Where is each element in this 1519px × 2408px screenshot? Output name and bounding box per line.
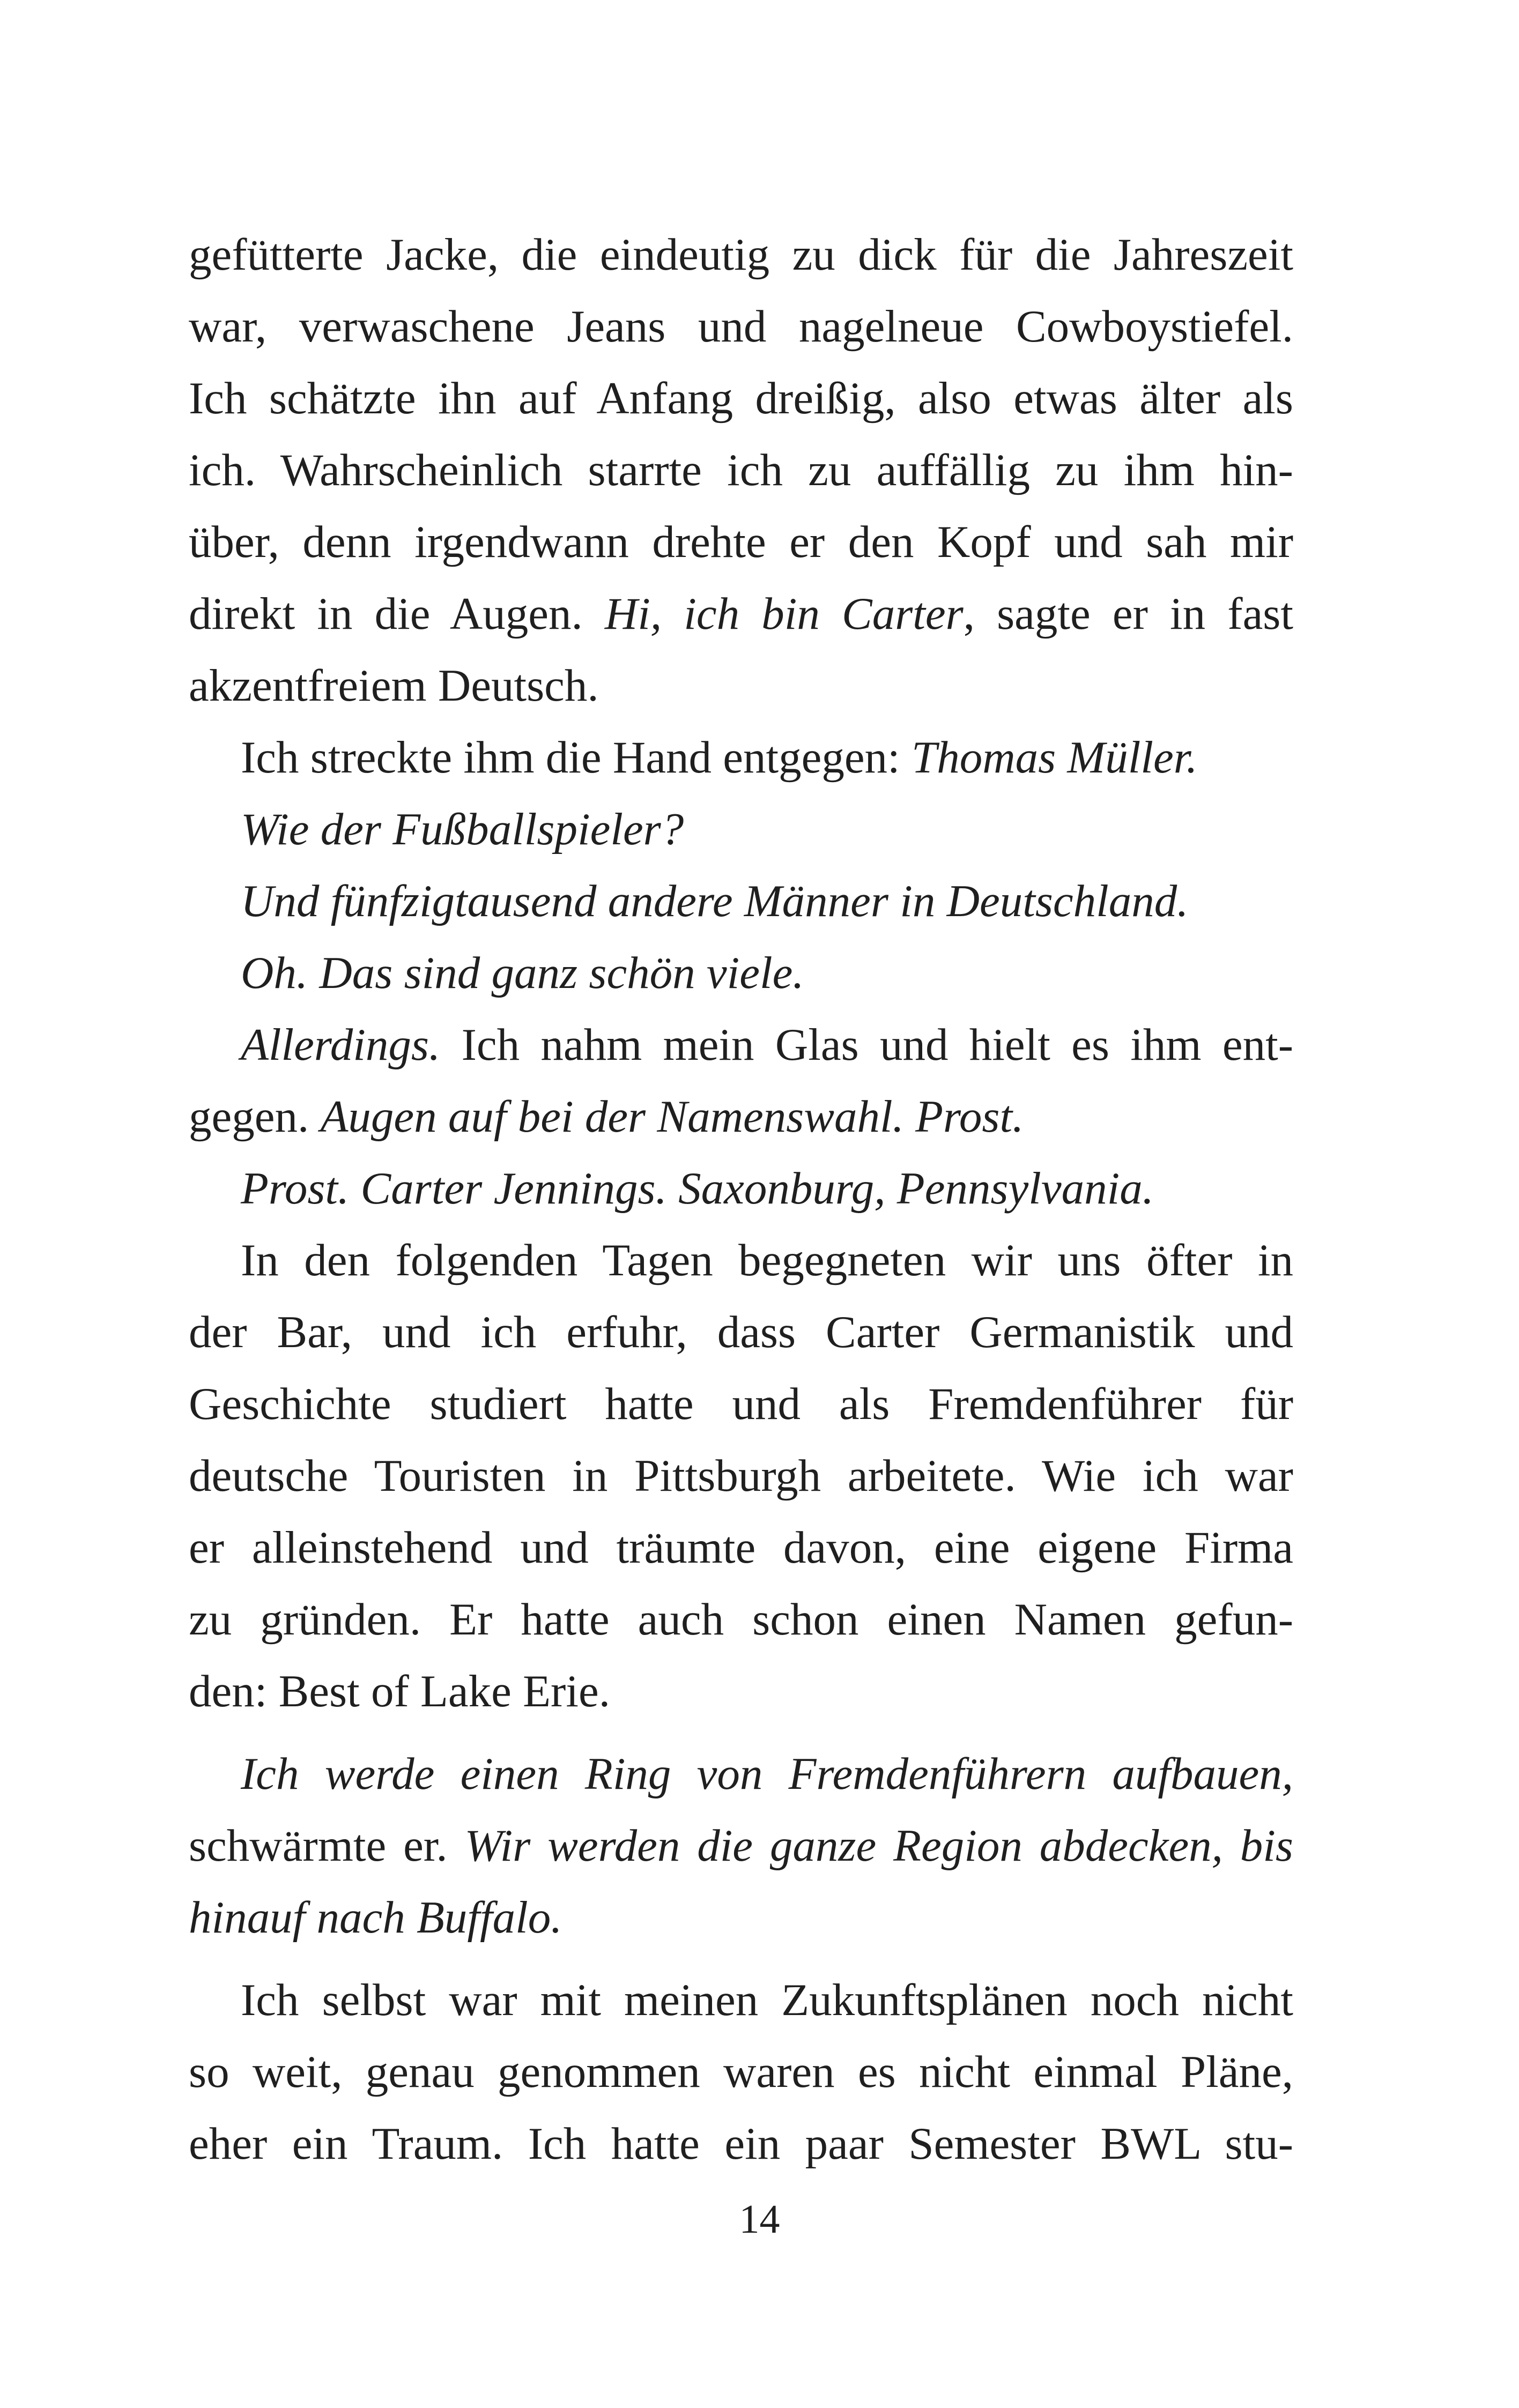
- dialogue-run: Allerdings.: [241, 1020, 441, 1070]
- text-line: zu gründen. Er hatte auch schon einen Namen gefun-: [189, 1594, 1293, 1645]
- text-run: schwärmte er.: [189, 1820, 465, 1871]
- body-text: [189, 219, 1293, 2180]
- text-line: Ich schätzte ihn auf Anfang dreißig, also etwas älter als: [189, 373, 1293, 423]
- dialogue-run: Ich werde einen Ring von Fremdenführern aufbauen,: [241, 1749, 1293, 1799]
- text-line: er alleinstehend und träumte davon, eine eigene Firma: [189, 1522, 1293, 1573]
- text-line: so weit, genau genommen waren es nicht einmal Pläne,: [189, 2047, 1293, 2097]
- text-line: deutsche Touristen in Pittsburgh arbeitete. Wie ich war: [189, 1451, 1293, 1501]
- text-run: Ich streckte ihm die Hand entgegen:: [241, 732, 912, 783]
- dialogue-run: Hi, ich bin Carter: [604, 589, 964, 639]
- dialogue-run: Thomas Müller.: [911, 732, 1198, 783]
- text-line: [189, 1810, 1293, 1882]
- dialogue-run: Augen auf bei der Namenswahl. Prost.: [320, 1091, 1024, 1142]
- text-line: ich. Wahrscheinlich starrte ich zu auffällig zu ihm hin-: [189, 445, 1293, 495]
- text-line: Ich selbst war mit meinen Zukunftsplänen noch nicht: [241, 1975, 1293, 2025]
- text-run: gegen.: [189, 1091, 321, 1142]
- text-line: [189, 722, 1293, 793]
- dialogue-run: Und fünfzigtausend andere Männer in Deutschland.: [241, 876, 1189, 926]
- text-line: gefütterte Jacke, die eindeutig zu dick für die Jahreszeit: [189, 229, 1293, 280]
- dialogue-run: Prost. Carter Jennings. Saxonburg, Pennsylvania.: [241, 1163, 1154, 1214]
- text-line: [189, 1738, 1293, 1810]
- dialogue-run: hinauf nach Buffalo.: [189, 1892, 562, 1943]
- text-line: eher ein Traum. Ich hatte ein paar Semester BWL stu-: [189, 2119, 1293, 2169]
- dialogue-run: Wie der Fußballspieler?: [241, 804, 684, 854]
- text-line: Geschichte studiert hatte und als Fremdenführer für: [189, 1379, 1293, 1429]
- text-line: war, verwaschene Jeans und nagelneue Cowboystiefel.: [189, 301, 1293, 352]
- text-line: [189, 578, 1293, 650]
- text-line: akzentfreiem Deutsch.: [189, 660, 599, 711]
- text-line: [189, 1153, 1293, 1224]
- dialogue-run: Oh. Das sind ganz schön viele.: [241, 948, 804, 998]
- text-line: den: Best of Lake Erie.: [189, 1666, 610, 1716]
- text-run: Ich nahm mein Glas und hielt es ihm ent-: [440, 1020, 1293, 1070]
- text-line: [189, 1081, 1293, 1153]
- text-run: , sagte er in fast: [963, 589, 1293, 639]
- text-line: [189, 937, 1293, 1009]
- dialogue-run: Wir werden die ganze Region abdecken, bis: [464, 1820, 1293, 1871]
- text-line: In den folgenden Tagen begegneten wir uns öfter in: [241, 1235, 1293, 1285]
- text-line: [189, 1009, 1293, 1081]
- text-line: [189, 865, 1293, 937]
- text-line: [189, 1882, 1293, 1953]
- page-number: 14: [739, 2197, 780, 2242]
- text-line: der Bar, und ich erfuhr, dass Carter Germanistik und: [189, 1307, 1293, 1357]
- text-run: direkt in die Augen.: [189, 589, 605, 639]
- text-line: über, denn irgendwann drehte er den Kopf und sah mir: [189, 517, 1293, 567]
- text-line: [189, 793, 1293, 865]
